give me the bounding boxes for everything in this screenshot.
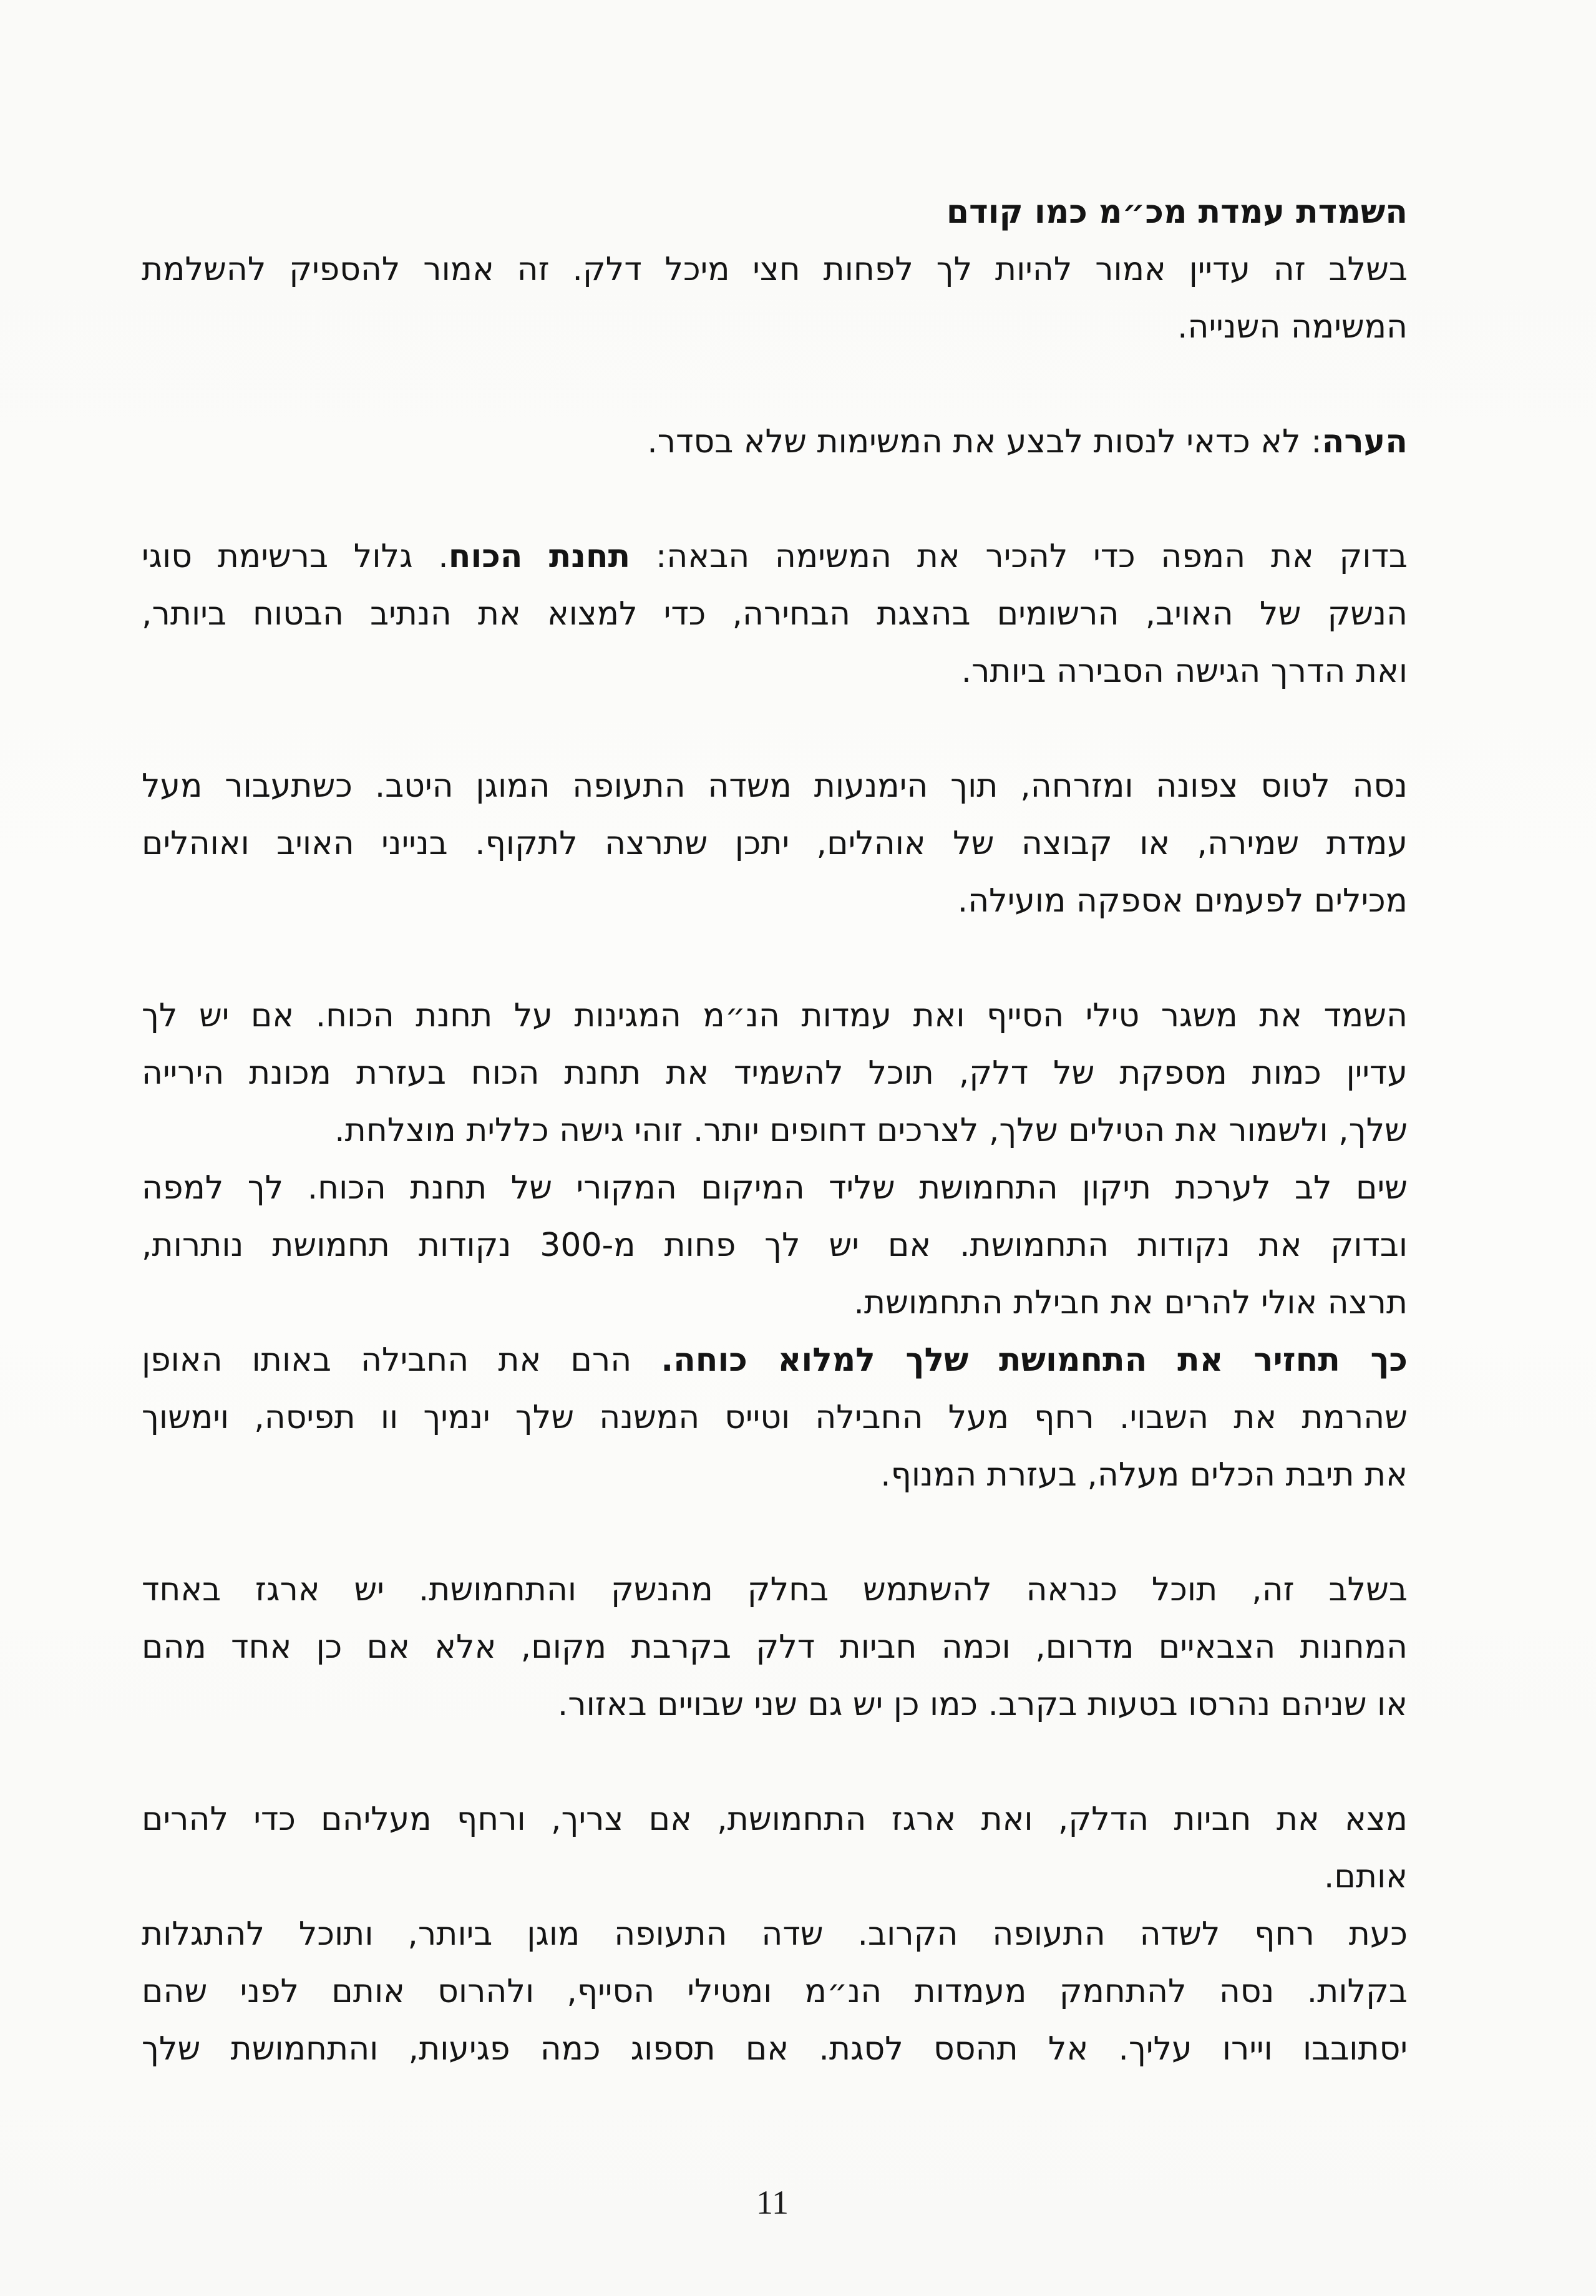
paragraph: [142, 528, 1408, 700]
paragraph: [142, 1791, 1408, 2078]
text-line: עמדת שמירה, או קבוצה של אוהלים, יתכן שתרצה לתקוף. בנייני האויב ואוהלים: [142, 825, 1408, 862]
note-label: הערה: [1321, 423, 1408, 460]
text-line: כעת רחף לשדה התעופה הקרוב. שדה התעופה מוגן ביותר, ותוכל להתגלות: [142, 1915, 1408, 1953]
text-line: שהרמת את השבוי. רחף מעל החבילה וטייס המשנה שלך ינמיך וו תפיסה, וימשוך: [142, 1399, 1408, 1436]
text-line: את תיבת הכלים מעלה, בעזרת המנוף.: [880, 1456, 1408, 1494]
bold-text: כך תחזיר את התחמושת שלך למלוא כוחה.: [661, 1341, 1408, 1379]
text-line: [142, 1331, 1408, 1389]
text-line: עדיין כמות מספקת של דלק, תוכל להשמיד את תחנת הכוח בעזרת מכונת הירייה: [142, 1054, 1408, 1092]
text-line: [142, 413, 1408, 470]
text-line: תרצה אולי להרים את חבילת התחמושת.: [854, 1284, 1408, 1321]
text-line: המשימה השנייה.: [1177, 308, 1408, 346]
text-line: ואת הדרך הגישה הסבירה ביותר.: [961, 653, 1408, 690]
text-line: ובדוק את נקודות התחמושת. אם יש לך פחות מ-300 נקודות תחמושת נותרות,: [142, 1227, 1408, 1264]
paragraph: [142, 757, 1408, 930]
text-line: או שניהם נהרסו בטעות בקרב. כמו כן יש גם שני שבויים באזור.: [557, 1686, 1408, 1723]
text-run: הרם את החבילה באותו האופן: [142, 1341, 661, 1379]
text-line: [142, 528, 1408, 585]
note-paragraph: [142, 413, 1408, 470]
section-heading: השמדת עמדת מכ״מ כמו קודם: [946, 193, 1408, 231]
text-run: . גלול ברשימת סוגי: [142, 538, 449, 575]
text-line: בקלות. נסה להתחמק מעמדות הנ״מ ומטילי הסייף, ולהרוס אותם לפני שהם: [142, 1973, 1408, 2010]
text-line: מכילים לפעמים אספקה מועילה.: [957, 882, 1408, 920]
text-line: הנשק של האויב, הרשומים בהצגת הבחירה, כדי למצוא את הנתיב הבטוח ביותר,: [142, 595, 1408, 633]
text-line: יסתובבו ויירו עליך. אל תהסס לסגת. אם תספוג כמה פגיעות, והתחמושת שלך: [142, 2030, 1408, 2068]
bold-text: תחנת הכוח: [448, 538, 631, 575]
text-run: : לא כדאי לנסות לבצע את המשימות שלא בסדר.: [647, 423, 1322, 460]
text-line: השמד את משגר טילי הסייף ואת עמדות הנ״מ המגינות על תחנת הכוח. אם יש לך: [142, 997, 1408, 1034]
paragraph: [142, 987, 1408, 1504]
text-line: בשלב זה עדיין אמור להיות לך לפחות חצי מיכל דלק. זה אמור להספיק להשלמת: [142, 251, 1408, 288]
page-number: 11: [756, 2184, 789, 2221]
text-line: מצא את חביות הדלק, ואת ארגז התחמושת, אם צריך, ורחף מעליהם כדי להרים: [142, 1801, 1408, 1838]
text-line: בשלב זה, תוכל כנראה להשתמש בחלק מהנשק והתחמושת. יש ארגז באחד: [142, 1571, 1408, 1608]
text-line: נסה לטוס צפונה ומזרחה, תוך הימנעות משדה התעופה המוגן היטב. כשתעבור מעל: [142, 767, 1408, 805]
text-line: אותם.: [1323, 1858, 1408, 1895]
paragraph: [142, 241, 1408, 356]
text-run: בדוק את המפה כדי להכיר את המשימה הבאה:: [630, 538, 1408, 575]
text-line: המחנות הצבאיים מדרום, וכמה חביות דלק בקרבת מקום, אלא אם כן אחד מהם: [142, 1628, 1408, 1666]
document-body: [142, 183, 1408, 2078]
paragraph: [142, 1561, 1408, 1733]
text-line: שים לב לערכת תיקון התחמושת שליד המיקום המקורי של תחנת הכוח. לך למפה: [142, 1169, 1408, 1207]
text-line: שלך, ולשמור את הטילים שלך, לצרכים דחופים יותר. זוהי גישה כללית מוצלחת.: [334, 1112, 1408, 1149]
